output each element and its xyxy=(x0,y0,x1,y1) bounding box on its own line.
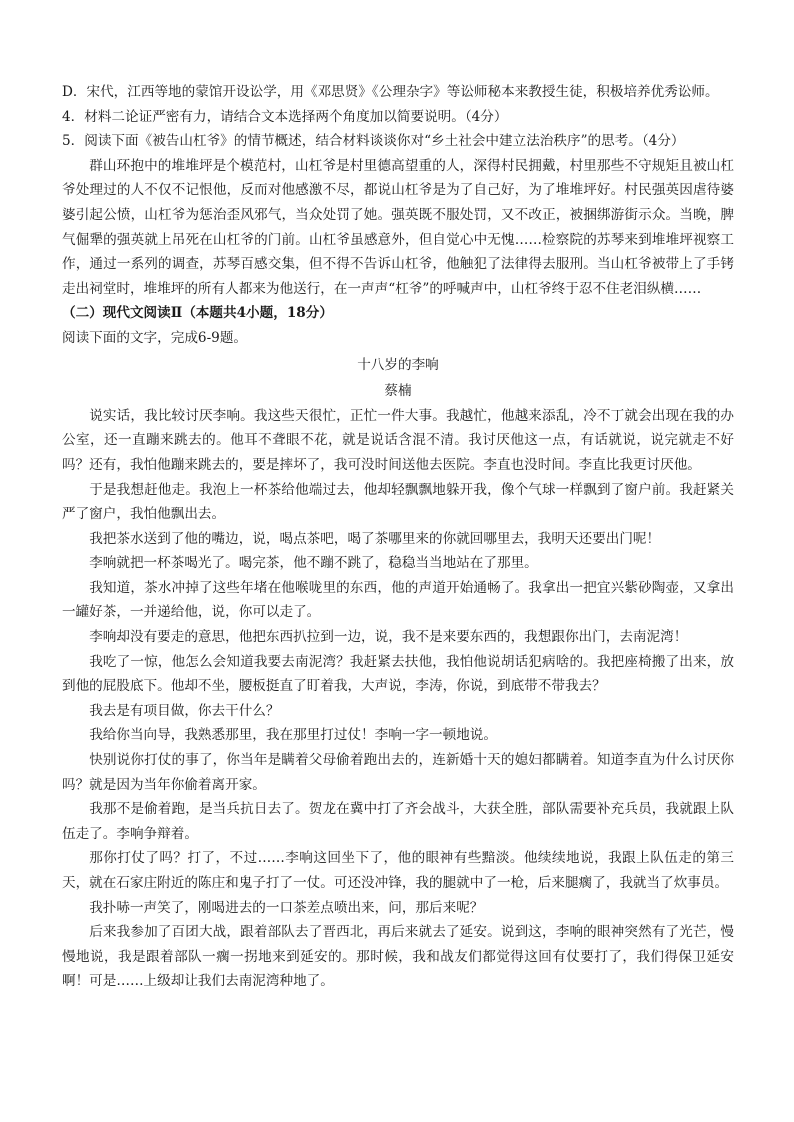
story-paragraph: 我去是有项目做，你去干什么？ xyxy=(89,702,280,719)
story-paragraph: 我知道，茶水冲掉了这些年堵在他喉咙里的东西，他的声道开始通畅了。我拿出一把宜兴紫砂陶壶，又拿出一罐好茶，一并递给他，说，你可以走了。 xyxy=(62,579,734,621)
story-paragraph: 于是我想赶他走。我泡上一杯茶给他端过去，他却轻飘飘地躲开我，像个气球一样飘到了窗户前。我赶紧关严了窗户，我怕他飘出去。 xyxy=(62,481,734,523)
section-heading: （二）现代文阅读Ⅱ（本题共4小题，18分） xyxy=(62,305,333,322)
story-paragraph: 我把茶水送到了他的嘴边，说，喝点茶吧，喝了茶哪里来的你就回哪里去，我明天还要出门呢！ xyxy=(89,530,661,547)
story-paragraph: 我给你当向导，我熟悉那里，我在那里打过仗！李响一字一顿地说。 xyxy=(89,727,497,744)
page-content xyxy=(62,80,734,994)
question-5: 5．阅读下面《被告山杠爷》的情节概述，结合材料谈谈你对“乡土社会中建立法治秩序”的思考。（4分） xyxy=(62,133,685,150)
story-paragraph: 说实话，我比较讨厌李响。我这些天很忙，正忙一件大事。我越忙，他越来添乱，冷不丁就会出现在我的办公室，还一直蹦来跳去的。他耳不聋眼不花，就是说话含混不清。我讨厌他这一点，有话就说，说完就走不好吗？还有，我怕他蹦来跳去的，要是摔坏了，我可没时间送他去医院。李直也没时间。李直比我更讨厌他。 xyxy=(62,407,734,473)
story-paragraph: 李响就把一杯茶喝光了。喝完茶，他不蹦不跳了，稳稳当当地站在了那里。 xyxy=(89,555,538,572)
story-paragraph: 那你打仗了吗？打了，不过……李响这回坐下了，他的眼神有些黯淡。他续续地说，我跟上队伍走的第三天，就在石家庄附近的陈庄和鬼子打了一仗。可还没冲锋，我的腿就中了一枪，后来腿瘸了，我就当了炊事员。 xyxy=(62,850,734,891)
synopsis-paragraph: 群山环抱中的堆堆坪是个模范村，山杠爷是村里德高望重的人，深得村民拥戴，村里那些不守规矩且被山杠爷处理过的人不仅不记恨他，反而对他感激不尽，都说山杠爷是为了自己好，为了堆堆坪好。村民强英因虐待婆婆引起公愤，山杠爷为惩治歪风邪气，当众处罚了她。强英既不服处罚，又不改正，被捆绑游街示众。当晚，脾气倔犟的强英就上吊死在山杠爷的门前。山杠爷虽感意外，但自觉心中无愧……检察院的苏琴来到堆堆坪视察工作，通过一系列的调查，苏琴百感交集，但不得不告诉山杠爷，他触犯了法律得去服刑。当山杠爷被带上了手铐走出祠堂时，堆堆坪的所有人都来为他送行，在一声声“杠爷”的呼喊声中，山杠爷终于忍不住老泪纵横…… xyxy=(62,157,734,297)
story-paragraph: 我吃了一惊，他怎么会知道我要去南泥湾？我赶紧去扶他，我怕他说胡话犯病啥的。我把座椅搬了出来，放到他的屁股底下。他却不坐，腰板挺直了盯着我，大声说，李涛，你说，到底带不带我去？ xyxy=(62,653,734,695)
question-4: 4．材料二论证严密有力，请结合文本选择两个角度加以简要说明。（4分） xyxy=(62,108,508,125)
story-paragraph: 快别说你打仗的事了，你当年是瞒着父母偷着跑出去的，连新婚十天的媳妇都瞒着。知道李直为什么讨厌你吗？就是因为当年你偷着离开家。 xyxy=(62,752,734,793)
option-d: D．宋代，江西等地的蒙馆开设讼学，用《邓思贤》《公理杂字》等讼师秘本来教授生徒，积极培养优秀讼师。 xyxy=(62,84,719,100)
story-title: 十八岁的李响 xyxy=(357,356,439,373)
story-paragraph: 李响却没有要走的意思，他把东西扒拉到一边，说，我不是来要东西的，我想跟你出门，去南泥湾！ xyxy=(89,629,688,646)
reading-instruction: 阅读下面的文字，完成6-9题。 xyxy=(62,329,248,346)
story-author: 蔡楠 xyxy=(384,383,412,400)
story-paragraph: 我那不是偷着跑，是当兵抗日去了。贺龙在冀中打了齐会战斗，大获全胜，部队需要补充兵员，我就跟上队伍走了。李响争辩着。 xyxy=(62,801,734,842)
story-paragraph: 我扑哧一声笑了，刚喝进去的一口茶差点喷出来，问，那后来呢？ xyxy=(89,899,484,916)
story-paragraph: 后来我参加了百团大战，跟着部队去了晋西北，再后来就去了延安。说到这，李响的眼神突然有了光芒，慢慢地说，我是跟着部队一瘸一拐地来到延安的。那时候，我和战友们都觉得这回有仗要打了，我们得保卫延安啊！可是……上级却让我们去南泥湾种地了。 xyxy=(62,924,734,990)
